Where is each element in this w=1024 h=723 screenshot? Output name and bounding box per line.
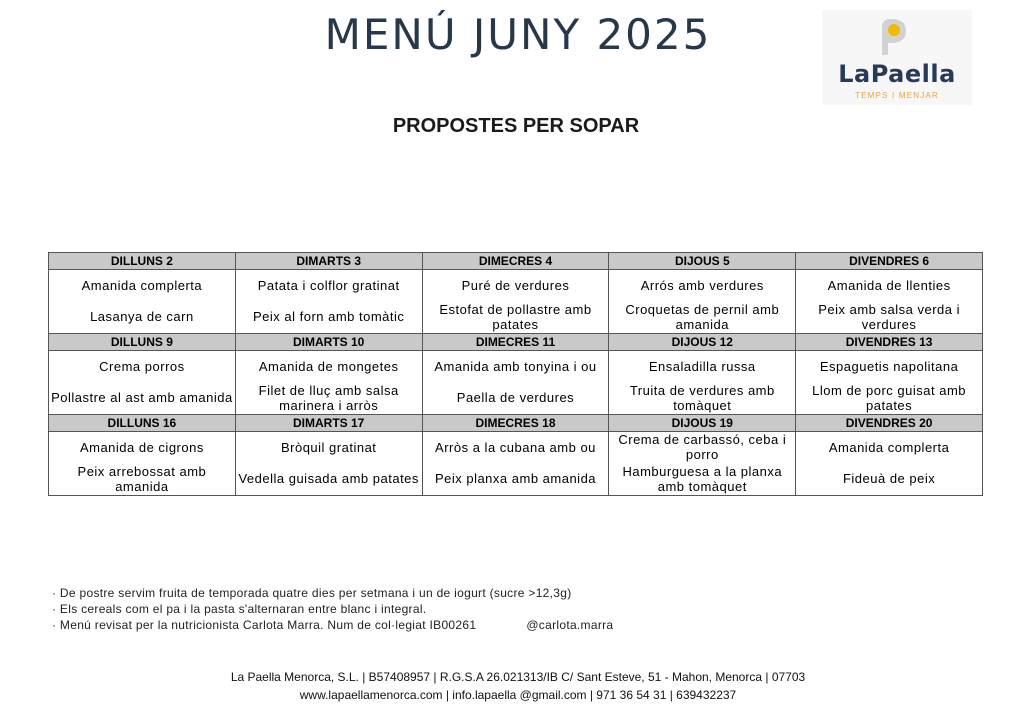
- day-header: DIMARTS 3: [235, 253, 422, 270]
- second-dish: Fideuà de peix: [796, 462, 983, 496]
- first-dish: Amanida de llenties: [796, 270, 983, 301]
- week-3-header: [49, 415, 983, 432]
- first-dish: Arròs a la cubana amb ou: [422, 432, 609, 463]
- week-3-second-dishes: [49, 462, 983, 496]
- day-header: DILLUNS 9: [49, 334, 236, 351]
- second-dish: Croquetas de pernil amb amanida: [609, 300, 796, 334]
- second-dish: Paella de verdures: [422, 381, 609, 415]
- day-header: DIMARTS 17: [235, 415, 422, 432]
- first-dish: Amanida complerta: [49, 270, 236, 301]
- first-dish: Espaguetis napolitana: [796, 351, 983, 382]
- day-header: DIJOUS 12: [609, 334, 796, 351]
- second-dish: Truita de verdures amb tomàquet: [609, 381, 796, 415]
- first-dish: Ensaladilla russa: [609, 351, 796, 382]
- first-dish: Arrós amb verdures: [609, 270, 796, 301]
- day-header: DIMECRES 11: [422, 334, 609, 351]
- second-dish: Hamburguesa a la planxa amb tomàquet: [609, 462, 796, 496]
- second-dish: Peix planxa amb amanida: [422, 462, 609, 496]
- week-1-second-dishes: [49, 300, 983, 334]
- first-dish: Crema porros: [49, 351, 236, 382]
- first-dish: Amanida de cigrons: [49, 432, 236, 463]
- note-dessert: · De postre servim fruita de temporada quatre dies per setmana i un de iogurt (sucre >12,3g): [52, 586, 572, 600]
- first-dish: Amanida complerta: [796, 432, 983, 463]
- page-title: MENÚ JUNY 2025: [324, 10, 712, 59]
- day-header: DIVENDRES 13: [796, 334, 983, 351]
- second-dish: Peix arrebossat amb amanida: [49, 462, 236, 496]
- logo-wordmark: LaPaella: [838, 60, 956, 88]
- logo-tagline: TEMPS I MENJAR: [855, 91, 939, 100]
- instagram-handle: @carlota.marra: [526, 618, 614, 632]
- second-dish: Estofat de pollastre amb patates: [422, 300, 609, 334]
- first-dish: Patata i colflor gratinat: [235, 270, 422, 301]
- note-nutritionist: [52, 617, 613, 633]
- first-dish: Amanida amb tonyina i ou: [422, 351, 609, 382]
- first-dish: Crema de carbassó, ceba i porro: [609, 432, 796, 463]
- second-dish: Vedella guisada amb patates: [235, 462, 422, 496]
- day-header: DIJOUS 19: [609, 415, 796, 432]
- first-dish: Amanida de mongetes: [235, 351, 422, 382]
- day-header: DILLUNS 16: [49, 415, 236, 432]
- menu-table: [48, 252, 983, 496]
- day-header: DIVENDRES 20: [796, 415, 983, 432]
- notes: [52, 585, 613, 633]
- day-header: DIJOUS 5: [609, 253, 796, 270]
- paella-pan-icon: [874, 17, 908, 57]
- second-dish: Filet de lluç amb salsa marinera i arròs: [235, 381, 422, 415]
- week-2-header: [49, 334, 983, 351]
- week-3-first-dishes: [49, 432, 983, 463]
- note-cereals: · Els cereals com el pa i la pasta s'alternaran entre blanc i integral.: [52, 602, 427, 616]
- week-2-second-dishes: [49, 381, 983, 415]
- page-subtitle: PROPOSTES PER SOPAR: [392, 115, 640, 137]
- second-dish: Llom de porc guisat amb patates: [796, 381, 983, 415]
- day-header: DIMARTS 10: [235, 334, 422, 351]
- first-dish: Bròquil gratinat: [235, 432, 422, 463]
- footer-contact-info: www.lapaellamenorca.com | info.lapaella @gmail.com | 971 36 54 31 | 639432237: [299, 688, 737, 702]
- lapaella-logo: [822, 10, 972, 105]
- week-2-first-dishes: [49, 351, 983, 382]
- day-header: DIVENDRES 6: [796, 253, 983, 270]
- week-1-first-dishes: [49, 270, 983, 301]
- note-nutritionist-text: · Menú revisat per la nutricionista Carlota Marra. Num de col·legiat IB00261: [52, 618, 477, 632]
- day-header: DIMECRES 4: [422, 253, 609, 270]
- second-dish: Peix amb salsa verda i verdures: [796, 300, 983, 334]
- footer-company-info: La Paella Menorca, S.L. | B57408957 | R.G.S.A 26.021313/IB C/ Sant Esteve, 51 - Mahon, Menorca | 07703: [230, 670, 806, 684]
- day-header: DILLUNS 2: [49, 253, 236, 270]
- second-dish: Peix al forn amb tomàtic: [235, 300, 422, 334]
- second-dish: Pollastre al ast amb amanida: [49, 381, 236, 415]
- week-1-header: [49, 253, 983, 270]
- first-dish: Puré de verdures: [422, 270, 609, 301]
- second-dish: Lasanya de carn: [49, 300, 236, 334]
- day-header: DIMECRES 18: [422, 415, 609, 432]
